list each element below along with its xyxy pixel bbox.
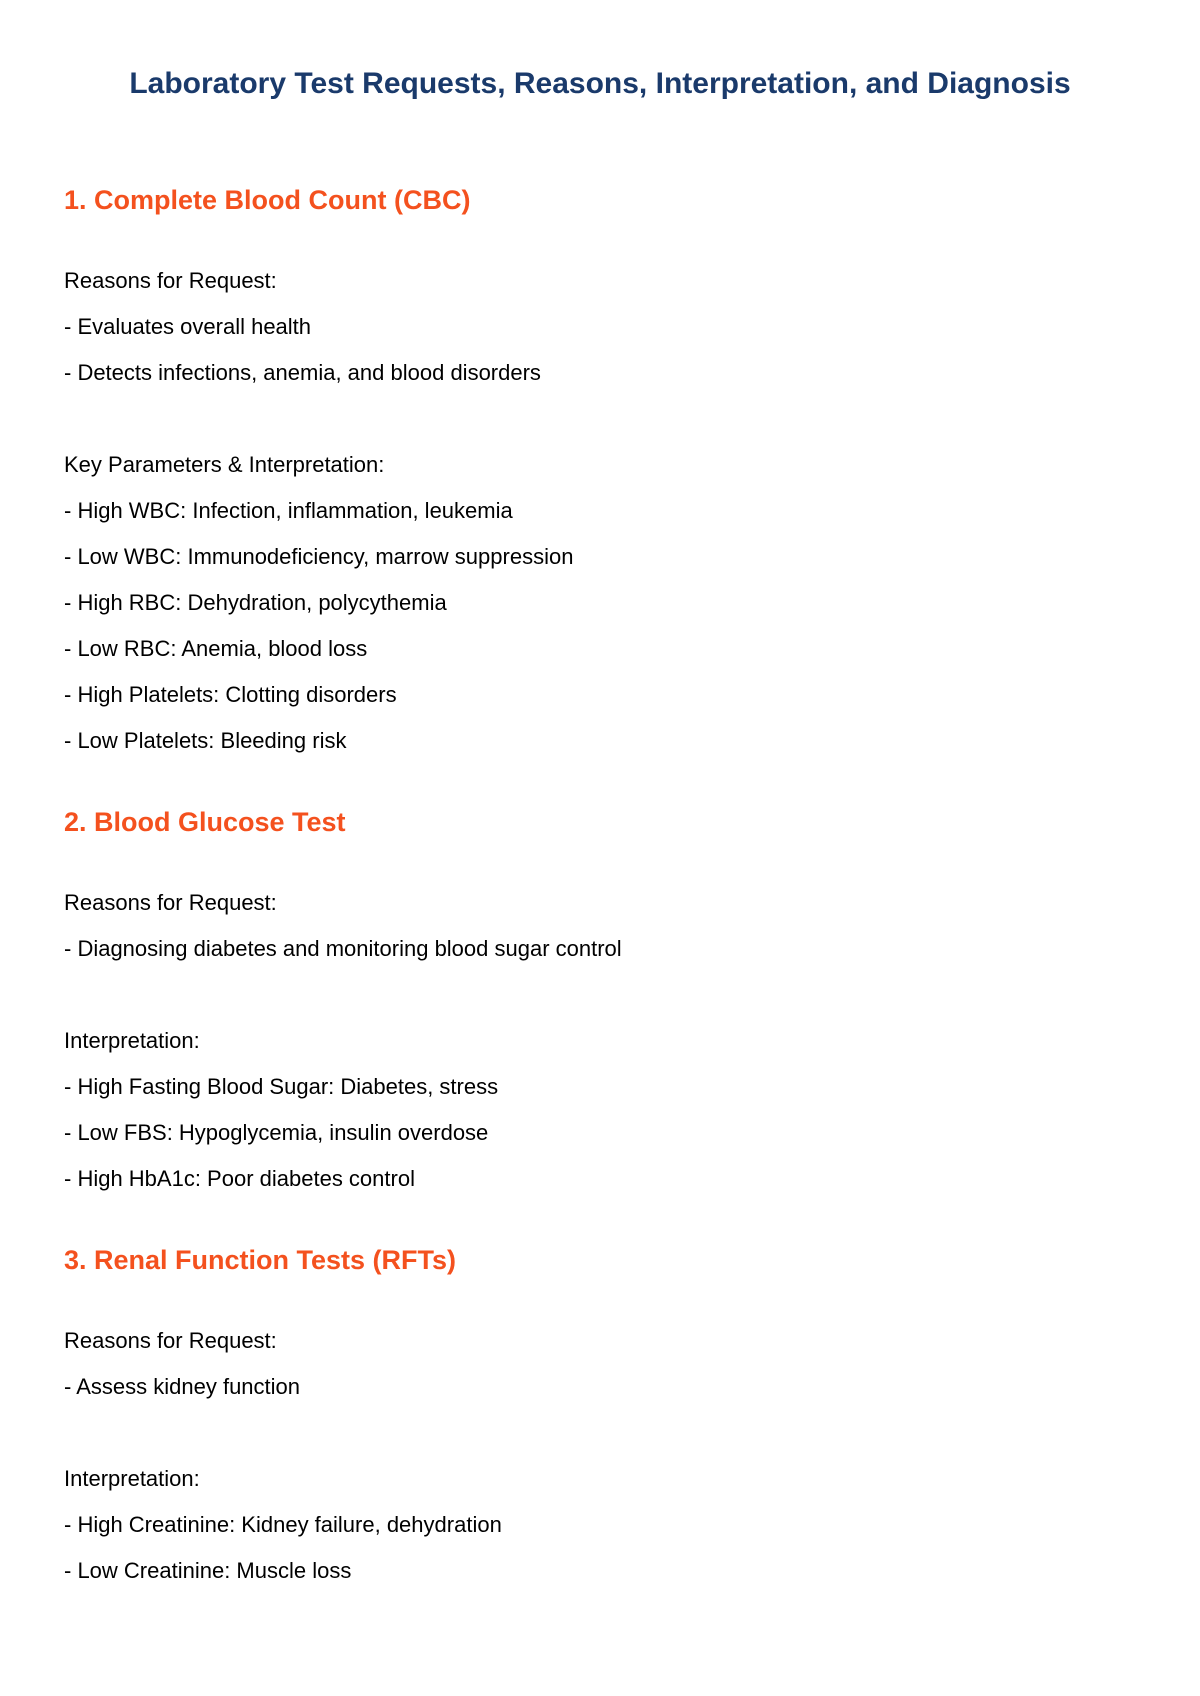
interpretation-item: - High RBC: Dehydration, polycythemia [64,590,447,615]
interpretation-label-renal: Interpretation: [64,1466,200,1491]
interpretation-label-glucose: Interpretation: [64,1028,200,1053]
interpretation-item: - Low FBS: Hypoglycemia, insulin overdose [64,1120,489,1145]
reason-item: - Assess kidney function [64,1374,301,1399]
interpretation-item: - High Fasting Blood Sugar: Diabetes, stress [64,1074,499,1099]
reasons-label-cbc: Reasons for Request: [64,268,277,293]
interpretation-item: - Low RBC: Anemia, blood loss [64,636,368,661]
interpretation-item: - Low Platelets: Bleeding risk [64,728,347,753]
reason-item: - Evaluates overall health [64,314,312,339]
document-title: Laboratory Test Requests, Reasons, Interpretation, and Diagnosis [129,67,1071,100]
interpretation-item: - High WBC: Infection, inflammation, leukemia [64,498,513,523]
reasons-label-glucose: Reasons for Request: [64,890,277,915]
section-heading-glucose: 2. Blood Glucose Test [64,807,346,837]
reason-item: - Detects infections, anemia, and blood disorders [64,360,541,385]
interpretation-item: - Low WBC: Immunodeficiency, marrow suppression [64,544,574,569]
reason-item: - Diagnosing diabetes and monitoring blood sugar control [64,936,622,961]
section-heading-cbc: 1. Complete Blood Count (CBC) [64,185,471,215]
interpretation-label-cbc: Key Parameters & Interpretation: [64,452,385,477]
interpretation-item: - High Platelets: Clotting disorders [64,682,397,707]
interpretation-item: - High Creatinine: Kidney failure, dehydration [64,1512,502,1537]
interpretation-item: - High HbA1c: Poor diabetes control [64,1166,415,1191]
reasons-label-renal: Reasons for Request: [64,1328,277,1353]
interpretation-item: - Low Creatinine: Muscle loss [64,1558,352,1583]
section-heading-renal: 3. Renal Function Tests (RFTs) [64,1245,457,1275]
